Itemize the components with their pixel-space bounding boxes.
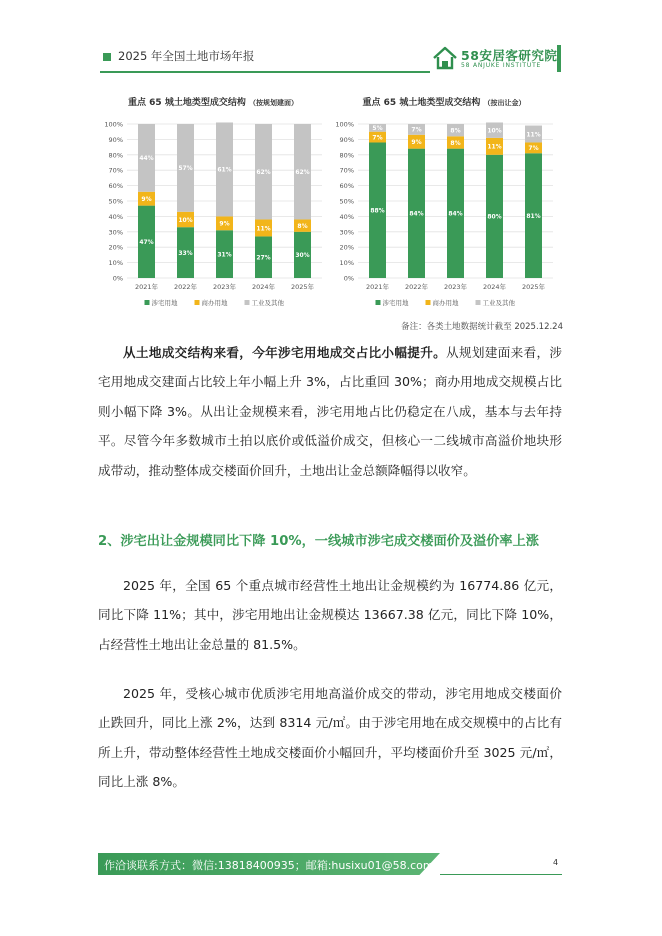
footer-divider	[440, 874, 562, 875]
data-label: 9%	[411, 139, 422, 147]
legend-label: 工业及其他	[251, 299, 284, 307]
legend-swatch	[145, 300, 150, 305]
chart-right-title-main: 重点 65 城土地类型成交结构	[362, 98, 481, 108]
data-label: 11%	[487, 143, 502, 151]
data-label: 11%	[526, 131, 541, 139]
data-label: 57%	[178, 165, 193, 173]
y-tick-label: 50%	[108, 197, 123, 206]
logo-text-en: 58 ANJUKE INSTITUTE	[461, 62, 542, 69]
legend-swatch	[426, 300, 431, 305]
y-tick-label: 40%	[108, 212, 123, 221]
logo-text-cn: 58安居客研究院	[461, 48, 558, 63]
legend-label: 工业及其他	[482, 299, 515, 307]
data-label: 10%	[487, 127, 502, 135]
legend-label: 涉宅用地	[382, 299, 409, 307]
y-tick-label: 0%	[112, 274, 123, 283]
data-label: 81%	[526, 212, 541, 220]
data-label: 47%	[139, 239, 154, 247]
x-tick-label: 2024年	[482, 283, 507, 291]
x-tick-label: 2025年	[521, 283, 546, 291]
y-tick-label: 80%	[108, 151, 123, 160]
data-label: 8%	[450, 127, 461, 135]
chart-left-plot	[97, 115, 329, 315]
data-label: 44%	[139, 155, 154, 163]
x-tick-label: 2022年	[404, 283, 429, 291]
paragraph-floor-price	[98, 679, 562, 797]
footer-contact: 作洽谈联系方式：微信:13818400935；邮箱:husixu01@58.com;	[104, 859, 438, 872]
data-label: 62%	[256, 169, 271, 177]
y-tick-label: 10%	[108, 259, 123, 268]
y-tick-label: 70%	[339, 166, 354, 175]
data-label: 10%	[178, 216, 193, 224]
x-tick-label: 2022年	[173, 283, 198, 291]
data-label: 8%	[450, 139, 461, 147]
y-tick-label: 90%	[339, 135, 354, 144]
header-marker	[103, 53, 111, 61]
chart-note: 备注：各类土地数据统计截至 2025.12.24	[401, 322, 563, 332]
legend-swatch	[245, 300, 250, 305]
y-tick-label: 40%	[339, 212, 354, 221]
data-label: 31%	[217, 251, 232, 259]
data-label: 84%	[409, 210, 424, 218]
legend-label: 商办用地	[201, 299, 228, 307]
data-label: 62%	[295, 169, 310, 177]
chart-left	[97, 95, 329, 315]
y-tick-label: 50%	[339, 197, 354, 206]
chart-right	[328, 95, 560, 315]
y-tick-label: 60%	[108, 182, 123, 191]
data-label: 84%	[448, 210, 463, 218]
x-tick-label: 2024年	[251, 283, 276, 291]
paragraph-text: 2025 年，全国 65 个重点城市经营性土地出让金规模约为 16774.86 亿元，同比下降 11%；其中，涉宅用地出让金规模达 13667.38 亿元，同比下降 10%，占经营性土地出让金总量的 81.5%。	[98, 578, 562, 652]
data-label: 30%	[295, 252, 310, 260]
y-tick-label: 20%	[339, 243, 354, 252]
data-label: 9%	[219, 220, 230, 228]
paragraph-text: 2025 年，受核心城市优质涉宅用地高溢价成交的带动，涉宅用地成交楼面价止跌回升，同比上涨 2%，达到 8314 元/㎡。由于涉宅用地在成交规模中的占比有所上升，带动整体经营性土地成交楼面价小幅回升，平均楼面价升至 3025 元/㎡，同比上涨 8%。	[98, 686, 562, 790]
data-label: 7%	[528, 145, 539, 153]
x-tick-label: 2021年	[134, 283, 159, 291]
y-tick-label: 80%	[339, 151, 354, 160]
data-label: 9%	[141, 195, 152, 203]
paragraph-lead: 从土地成交结构来看，今年涉宅用地成交占比小幅提升。	[123, 345, 447, 360]
chart-left-title-main: 重点 65 城土地类型成交结构	[128, 98, 246, 108]
chart-right-title-sub: （按出让金）	[483, 99, 526, 107]
y-tick-label: 100%	[335, 120, 354, 129]
data-label: 88%	[370, 207, 385, 215]
data-label: 8%	[297, 222, 308, 230]
brand-logo	[432, 44, 558, 74]
y-tick-label: 10%	[339, 259, 354, 268]
x-tick-label: 2023年	[443, 283, 468, 291]
x-tick-label: 2021年	[365, 283, 390, 291]
report-title: 2025 年全国土地市场年报	[118, 49, 255, 63]
chart-left-title	[97, 95, 329, 108]
legend-swatch	[195, 300, 200, 305]
legend-swatch	[376, 300, 381, 305]
y-tick-label: 90%	[108, 135, 123, 144]
data-label: 7%	[411, 126, 422, 134]
x-tick-label: 2025年	[290, 283, 315, 291]
y-tick-label: 20%	[108, 243, 123, 252]
paragraph-structure	[98, 338, 562, 485]
y-tick-label: 30%	[339, 228, 354, 237]
data-label: 33%	[178, 249, 193, 257]
chart-left-title-sub: （按规划建面）	[248, 99, 298, 107]
legend-label: 涉宅用地	[151, 299, 178, 307]
chart-right-title	[328, 95, 560, 108]
page-number: 4	[553, 858, 559, 867]
y-tick-label: 30%	[108, 228, 123, 237]
paragraph-body: 从规划建面来看，涉宅用地成交建面占比较上年小幅上升 3%，占比重回 30%；商办用地成交规模占比则小幅下降 3%。从出让金规模来看，涉宅用地占比仍稳定在八成，基本与去年持平。尽管今年多数城市土拍以底价或低溢价成交，但核心一二线城市高溢价地块形成带动，推动整体成交楼面价回升，土地出让金总额降幅得以收窄。	[98, 345, 563, 478]
y-tick-label: 60%	[339, 182, 354, 191]
data-label: 80%	[487, 213, 502, 221]
section-heading: 2、涉宅出让金规模同比下降 10%，一线城市涉宅成交楼面价及溢价率上涨	[98, 534, 539, 549]
house-logo-icon	[432, 46, 458, 70]
legend-swatch	[476, 300, 481, 305]
data-label: 11%	[256, 225, 271, 233]
y-tick-label: 0%	[343, 274, 354, 283]
data-label: 61%	[217, 166, 232, 174]
data-label: 7%	[372, 134, 383, 142]
chart-right-plot	[328, 115, 560, 315]
data-label: 5%	[372, 125, 383, 133]
header-divider	[100, 71, 430, 73]
header-accent-bar	[557, 45, 561, 72]
y-tick-label: 100%	[104, 120, 123, 129]
data-label: 27%	[256, 254, 271, 262]
x-tick-label: 2023年	[212, 283, 237, 291]
legend-label: 商办用地	[432, 299, 459, 307]
y-tick-label: 70%	[108, 166, 123, 175]
paragraph-land-revenue	[98, 571, 562, 659]
